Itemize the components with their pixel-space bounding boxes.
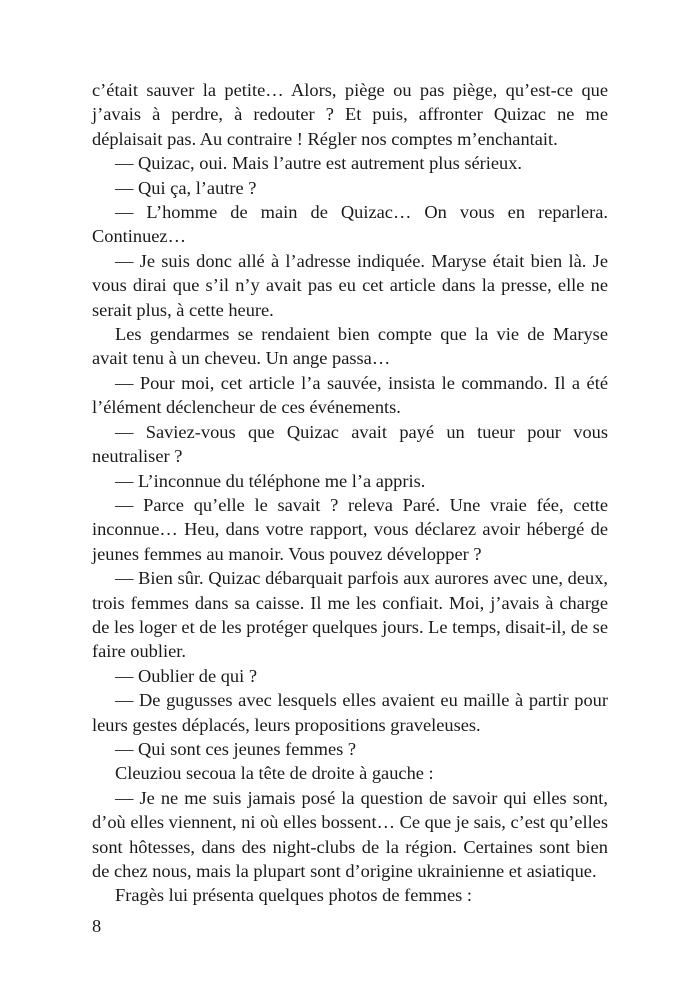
dialogue-line: — Parce qu’elle le savait ? releva Paré. Une vraie fée, cette inconnue… Heu, dans votre rapport, vous déclarez avoir hébergé de jeunes femmes au manoir. Vous pouvez développer ? — [92, 494, 608, 564]
dialogue-line: — Qui ça, l’autre ? — [115, 177, 257, 198]
dialogue-line: — Oublier de qui ? — [115, 665, 257, 686]
dialogue-line: — De gugusses avec lesquels elles avaient eu maille à partir pour leurs gestes déplacés, leurs propositions graveleuses. — [92, 690, 608, 735]
dialogue-line: — Qui sont ces jeunes femmes ? — [115, 738, 357, 759]
dialogue-line: — L’homme de main de Quizac… On vous en reparlera. Continuez… — [92, 202, 608, 247]
narration-paragraph: Fragès lui présenta quelques photos de femmes : — [115, 885, 473, 906]
dialogue-line: — Je suis donc allé à l’adresse indiquée. Maryse était bien là. Je vous dirai que s’il n’y avait pas eu cet article dans la presse, elle ne serait plus, à cette heure. — [92, 250, 608, 320]
dialogue-line: — L’inconnue du téléphone me l’a appris. — [115, 470, 426, 491]
paragraph-continuation: c’était sauver la petite… Alors, piège ou pas piège, qu’est-ce que j’avais à perdre, à redouter ? Et puis, affronter Quizac ne me déplaisait pas. Au contraire ! Régler nos comptes m’enchantait. — [92, 80, 608, 149]
body-text — [92, 78, 608, 908]
dialogue-line: — Je ne me suis jamais posé la question de savoir qui elles sont, d’où elles viennent, ni où elles bossent… Ce que je sais, c’est qu’elles sont hôtesses, dans des night-clubs de la région. Certaines sont bien de chez nous, mais la plupart sont d’origine ukrainienne et asiatique. — [92, 787, 608, 881]
narration-paragraph: Les gendarmes se rendaient bien compte que la vie de Maryse avait tenu à un cheveu. Un ange passa… — [92, 324, 608, 369]
dialogue-line: — Saviez-vous que Quizac avait payé un tueur pour vous neutraliser ? — [92, 421, 608, 467]
page-number: 8 — [92, 916, 102, 936]
narration-paragraph: Cleuziou secoua la tête de droite à gauche : — [115, 763, 434, 784]
dialogue-line: — Bien sûr. Quizac débarquait parfois aux aurores avec une, deux, trois femmes dans sa caisse. Il me les confiait. Moi, j’avais à charge de les loger et de les protéger quelques jours. Le temps, disait-il, de se faire oublier. — [92, 568, 608, 662]
dialogue-line: — Pour moi, cet article l’a sauvée, insista le commando. Il a été l’élément déclencheur de ces événements. — [92, 372, 608, 418]
dialogue-line: — Quizac, oui. Mais l’autre est autrement plus sérieux. — [115, 153, 523, 174]
